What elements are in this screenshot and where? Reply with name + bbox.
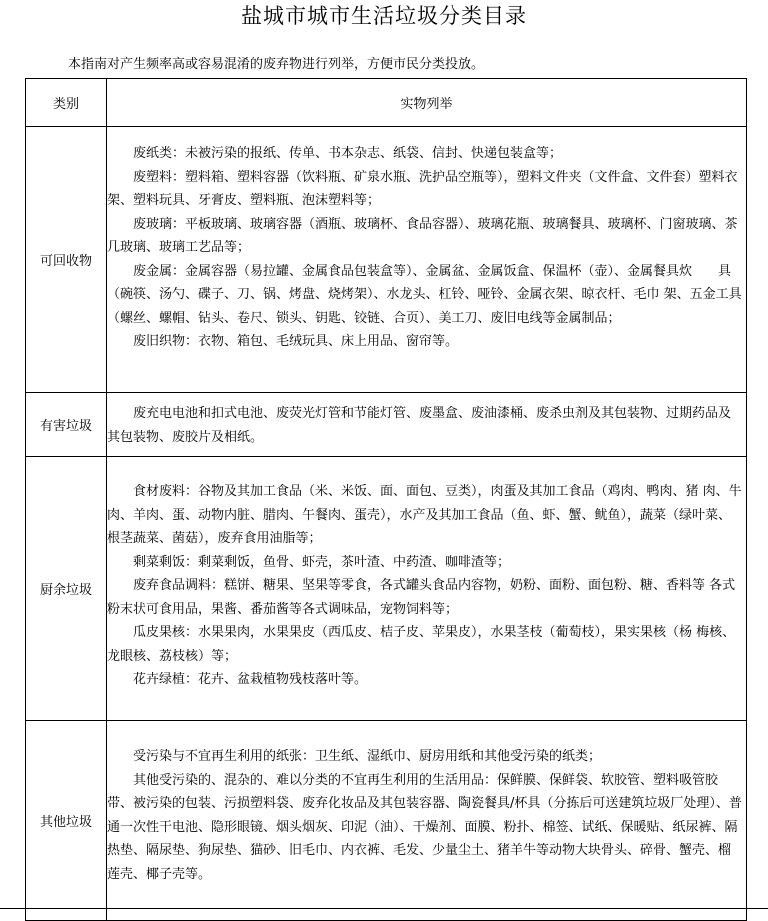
- example-paragraph: 食材废料：谷物及其加工食品（米、米饭、面、面包、豆类），肉蛋及其加工食品（鸡肉、鸭肉、猪 肉、牛肉、羊肉、蛋、动物内脏、腊肉、午餐肉、蛋壳），水产及其加工食品（鱼、虾、蟹、鱿鱼），蔬菜（绿叶菜、根茎蔬菜、菌菇），废弃食用油脂等；: [107, 484, 742, 546]
- table-row-kitchen: [26, 457, 747, 721]
- examples-cell: [107, 457, 747, 721]
- example-paragraph: 废塑料：塑料箱、塑料容器（饮料瓶、矿泉水瓶、洗护品空瓶等），塑料文件夹（文件盒、文件套）塑料衣架、塑料玩具、牙膏皮、塑料瓶、泡沫塑料等；: [107, 169, 738, 208]
- example-paragraph: 废旧织物：衣物、箱包、毛绒玩具、床上用品、窗帘等。: [133, 334, 459, 349]
- examples-cell: [107, 721, 747, 921]
- category-cell: 有害垃圾: [26, 393, 107, 457]
- header-examples: 实物列举: [107, 79, 747, 127]
- example-paragraph: 废金属：金属容器（易拉罐、金属食品包装盒等）、金属盆、金属饭盒、保温杯（壶）、金属餐具炊 具（碗筷、汤勺、碟子、刀、锅、烤盘、烧烤架）、水龙头、杠铃、哑铃、金属衣架、晾衣杆、毛巾 架、五金工具（螺丝、螺帽、钻头、卷尺、锁头、钥匙、铰链、合页）、美工刀、废旧电线等金属制品；: [107, 263, 742, 326]
- examples-cell: [107, 393, 747, 457]
- examples-cell: [107, 127, 747, 393]
- category-cell: 厨余垃圾: [26, 457, 107, 721]
- example-paragraph: 废弃食品调料：糕饼、糖果、坚果等零食，各式罐头食品内容物，奶粉、面粉、面包粉、糖、香料等 各式粉末状可食用品，果酱、番茄酱等各式调味品，宠物饲料等；: [107, 578, 736, 617]
- table-row-recyclable: [26, 127, 747, 393]
- table-row-other: [26, 721, 747, 921]
- table-row-hazardous: [26, 393, 747, 457]
- example-paragraph: 受污染与不宜再生利用的纸张：卫生纸、湿纸巾、厨房用纸和其他受污染的纸类；: [133, 749, 602, 764]
- page-title: 盐城市城市生活垃圾分类目录: [241, 4, 527, 28]
- header-category: 类别: [26, 79, 107, 127]
- example-paragraph: 废充电电池和扣式电池、废荧光灯管和节能灯管、废墨盒、废油漆桶、废杀虫剂及其包装物、过期药品及其包装物、废胶片及相纸。: [107, 406, 732, 445]
- example-paragraph: 剩菜剩饭：剩菜剩饭，鱼骨、虾壳，茶叶渣、中药渣、咖啡渣等；: [133, 554, 511, 570]
- category-cell: 可回收物: [26, 127, 107, 393]
- category-cell: 其他垃圾: [26, 721, 107, 921]
- page-bottom-rule: [0, 908, 768, 909]
- intro-text: 本指南对产生频率高或容易混淆的废弃物进行列举，方便市民分类投放。: [68, 57, 485, 72]
- table-header-row: [26, 79, 747, 127]
- example-paragraph: 瓜皮果核：水果果肉，水果果皮（西瓜皮、桔子皮、苹果皮），水果茎枝（葡萄枝），果实果核（杨 梅核、龙眼核、荔枝核）等；: [107, 625, 736, 664]
- classification-table: [25, 78, 747, 921]
- example-paragraph: 废纸类：未被污染的报纸、传单、书本杂志、纸袋、信封、快递包装盒等；: [133, 146, 563, 161]
- example-paragraph: 花卉绿植：花卉、盆栽植物残枝落叶等。: [133, 672, 368, 687]
- example-paragraph: 其他受污染的、混杂的、难以分类的不宜再生利用的生活用品：保鲜膜、保鲜袋、软胶管、塑料吸管胶带、被污染的包装、污损塑料袋、废弃化妆品及其包装容器、陶瓷餐具/杯具（分拣后可送建筑垃圾厂处理）、普通一次性干电池、隐形眼镜、烟头烟灰、印泥（油）、干燥剂、面膜、粉扑、棉签、试纸、保暖贴、纸尿裤、隔热垫、隔尿垫、狗尿垫、猫砂、旧毛巾、内衣裤、毛发、少量尘土、猪羊牛等动物大块骨头、碎骨、蟹壳、榴莲壳、椰子壳等。: [107, 772, 742, 882]
- example-paragraph: 废玻璃：平板玻璃、玻璃容器（酒瓶、玻璃杯、食品容器）、玻璃花瓶、玻璃餐具、玻璃杯、门窗玻璃、茶几玻璃、玻璃工艺品等；: [107, 216, 738, 255]
